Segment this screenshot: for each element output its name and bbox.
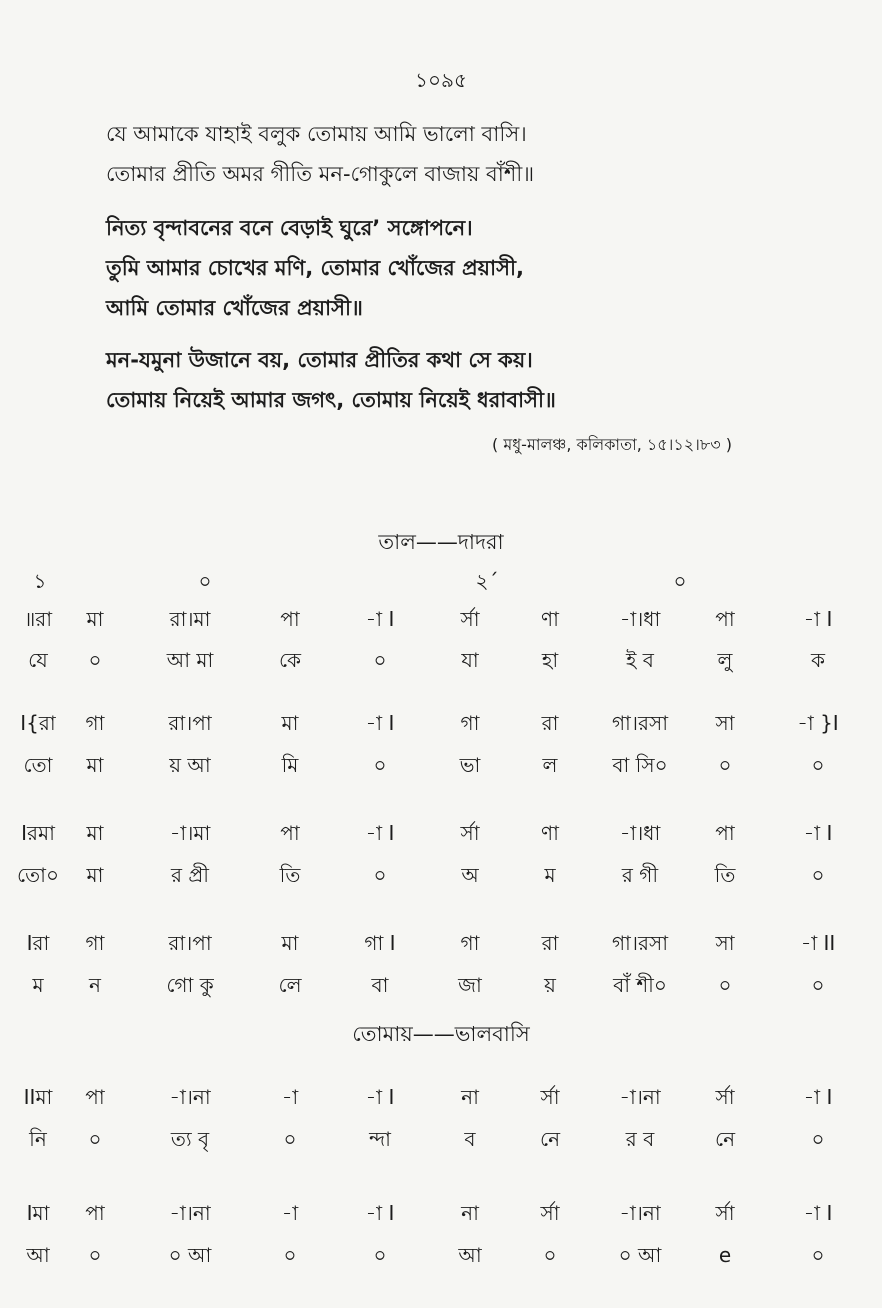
lyric-cell: ০ (373, 753, 387, 777)
lyric-cell: ০ (811, 973, 825, 997)
lyric-cell: অ (461, 863, 479, 887)
lyric-cell: ০ (373, 863, 387, 887)
swara-cell: র্সা (540, 1085, 560, 1109)
lyric-cell: ০ (283, 1127, 297, 1151)
swara-cell: রা।পা (168, 711, 212, 735)
swara-cell: -া I (803, 1085, 833, 1109)
page-number: ১০৯৫ (415, 68, 467, 92)
swara-cell: গা (85, 711, 105, 735)
swara-cell: ণা (541, 607, 559, 631)
lyric-cell: ০ আ (618, 1243, 662, 1267)
source-citation: ( মধু-মালঞ্চ, কলিকাতা, ১৫।১২।৮৩ ) (491, 435, 732, 454)
lyric-cell: ত্য বৃ (170, 1127, 210, 1151)
swara-cell: -া I (365, 711, 395, 735)
lyric-cell: তো (23, 753, 53, 777)
beat-marks-row (0, 564, 882, 598)
lyric-cell: বা সি০ (612, 753, 668, 777)
verse-line: যে আমাকে যাহাই বলুক তোমায় আমি ভালো বাসি। (106, 122, 527, 146)
lyric-cell: লে (278, 973, 302, 997)
verse-1 (106, 114, 806, 194)
swara-cell: পা (715, 607, 735, 631)
swara-cell: ॥রা (23, 607, 53, 631)
tala-heading: তাল——দাদরা (378, 530, 504, 554)
swara-cell: Iরা (26, 931, 50, 955)
lyric-cell: ০ আ (168, 1243, 212, 1267)
lyric-cell: য় আ (169, 753, 211, 777)
lyric-cell: ম (32, 973, 44, 997)
swara-row (0, 816, 882, 850)
swara-cell: গা (460, 931, 480, 955)
lyric-cell: আ (458, 1243, 482, 1267)
lyric-cell: মা (86, 863, 104, 887)
lyric-cell: ক (811, 648, 825, 672)
swara-cell: -া।না (619, 1201, 661, 1225)
lyric-cell: ন্দা (369, 1127, 391, 1151)
lyric-cell: মা (86, 753, 104, 777)
swara-cell: মা (86, 821, 104, 845)
lyric-cell: ০ (811, 753, 825, 777)
lyric-cell: ০ (88, 1127, 102, 1151)
verse-line: তোমায় নিয়েই আমার জগৎ, তোমায় নিয়েই ধরাবাসী॥ (106, 388, 556, 412)
lyric-cell: কে (278, 648, 302, 672)
swara-cell: সা (715, 711, 735, 735)
swara-cell: পা (85, 1201, 105, 1225)
lyric-cell: ই ব (626, 648, 654, 672)
lyrics-row (0, 858, 882, 892)
swara-cell: রা (541, 931, 559, 955)
swara-row (0, 706, 882, 740)
swara-cell: র্সা (715, 1201, 735, 1225)
swara-cell: -া I (365, 821, 395, 845)
lyric-cell: নে (539, 1127, 561, 1151)
swara-cell: পা (280, 607, 300, 631)
lyric-cell: ব (464, 1127, 476, 1151)
lyric-cell: বা (371, 973, 389, 997)
verse-line: নিত্য বৃন্দাবনের বনে বেড়াই ঘুরে’ সঙ্গোপনে। (106, 216, 473, 240)
lyric-cell: ০ (373, 1243, 387, 1267)
lyrics-row (0, 1238, 882, 1272)
lyric-cell: ০ (718, 973, 732, 997)
beat-mark: ২´ (475, 569, 499, 593)
swara-cell: -া (281, 1085, 299, 1109)
lyric-cell: র প্রী (170, 863, 209, 887)
swara-cell: -া।না (169, 1201, 211, 1225)
swara-cell: র্সা (460, 607, 480, 631)
swara-cell: পা (715, 821, 735, 845)
verse-line: তুমি আমার চোখের মণি, তোমার খোঁজের প্রয়াসী, (106, 256, 524, 280)
lyric-cell: যে (28, 648, 48, 672)
lyric-cell: হা (541, 648, 559, 672)
swara-cell: না (461, 1201, 479, 1225)
lyric-cell: ০ (811, 863, 825, 887)
lyric-cell: ০ (373, 648, 387, 672)
swara-row (0, 926, 882, 960)
swara-cell: পা (280, 821, 300, 845)
swara-cell: -া I (365, 607, 395, 631)
lyric-cell: র ব (625, 1127, 655, 1151)
swara-cell: -া II (800, 931, 836, 955)
lyric-cell: আ (26, 1243, 50, 1267)
swara-row (0, 602, 882, 636)
lyric-cell: ০ (88, 648, 102, 672)
beat-mark: ১ (33, 569, 47, 593)
swara-cell: -া।ধা (619, 607, 661, 631)
swara-cell: I{রা (20, 711, 56, 735)
swara-cell: IIমা (23, 1085, 53, 1109)
lyric-cell: লু (717, 648, 733, 672)
swara-cell: মা (281, 931, 299, 955)
lyric-cell: আ মা (166, 648, 214, 672)
swara-cell: র্সা (460, 821, 480, 845)
lyrics-row (0, 643, 882, 677)
lyric-cell: তো০ (17, 863, 59, 887)
lyrics-row (0, 1122, 882, 1156)
lyric-cell: র গী (621, 863, 659, 887)
swara-cell: -া I (803, 821, 833, 845)
verse-line: মন-যমুনা উজানে বয়, তোমার প্রীতির কথা সে কয়। (106, 348, 533, 372)
lyric-cell: ন (89, 973, 101, 997)
lyric-cell: তি (714, 863, 736, 887)
verse-line: তোমার প্রীতি অমর গীতি মন-গোকুলে বাজায় বাঁশী॥ (106, 162, 535, 186)
swara-cell: গা (460, 711, 480, 735)
swara-cell: রা (541, 711, 559, 735)
swara-cell: -া।না (169, 1085, 211, 1109)
swara-row (0, 1196, 882, 1230)
swara-cell: -া।মা (169, 821, 211, 845)
lyric-cell: মি (281, 753, 299, 777)
lyric-cell: e (718, 1243, 732, 1267)
swara-cell: -া।না (619, 1085, 661, 1109)
swara-cell: গা (85, 931, 105, 955)
swara-cell: -া I (803, 1201, 833, 1225)
lyric-cell: ০ (811, 1127, 825, 1151)
swara-cell: গা I (364, 931, 396, 955)
swara-cell: -া (281, 1201, 299, 1225)
lyric-cell: ০ (88, 1243, 102, 1267)
swara-cell: গা।রসা (611, 711, 669, 735)
swara-cell: -া I (803, 607, 833, 631)
swara-cell: পা (85, 1085, 105, 1109)
swara-cell: র্সা (540, 1201, 560, 1225)
verse-2 (106, 208, 806, 328)
swara-cell: Iমা (26, 1201, 50, 1225)
lyrics-row (0, 748, 882, 782)
swara-cell: ণা (541, 821, 559, 845)
section-heading: তোমায়——ভালবাসি (352, 1022, 530, 1046)
lyrics-row (0, 968, 882, 1002)
lyric-cell: গো কু (166, 973, 214, 997)
lyric-cell: নে (714, 1127, 736, 1151)
swara-cell: না (461, 1085, 479, 1109)
verse-3 (106, 340, 806, 420)
swara-row (0, 1080, 882, 1114)
lyric-cell: ০ (543, 1243, 557, 1267)
lyric-cell: ০ (718, 753, 732, 777)
beat-mark: ০ (198, 569, 212, 593)
swara-cell: -া }I (797, 711, 839, 735)
lyric-cell: যা (461, 648, 479, 672)
beat-mark: ০ (673, 569, 687, 593)
lyric-cell: য় (544, 973, 556, 997)
lyric-cell: ল (542, 753, 558, 777)
lyric-cell: ০ (811, 1243, 825, 1267)
swara-cell: -া I (365, 1201, 395, 1225)
swara-cell: র্সা (715, 1085, 735, 1109)
swara-cell: মা (281, 711, 299, 735)
swara-cell: -া।ধা (619, 821, 661, 845)
verse-line: আমি তোমার খোঁজের প্রয়াসী॥ (106, 296, 363, 320)
lyric-cell: বাঁ শী০ (613, 973, 667, 997)
lyric-cell: ০ (283, 1243, 297, 1267)
swara-cell: Iরমা (21, 821, 55, 845)
lyric-cell: নি (29, 1127, 47, 1151)
swara-cell: গা।রসা (611, 931, 669, 955)
swara-cell: মা (86, 607, 104, 631)
swara-cell: -া I (365, 1085, 395, 1109)
lyric-cell: তি (279, 863, 301, 887)
swara-cell: সা (715, 931, 735, 955)
swara-cell: রা।পা (168, 931, 212, 955)
lyric-cell: জা (458, 973, 482, 997)
lyric-cell: ম (544, 863, 556, 887)
lyric-cell: ভা (459, 753, 481, 777)
swara-cell: রা।মা (169, 607, 211, 631)
